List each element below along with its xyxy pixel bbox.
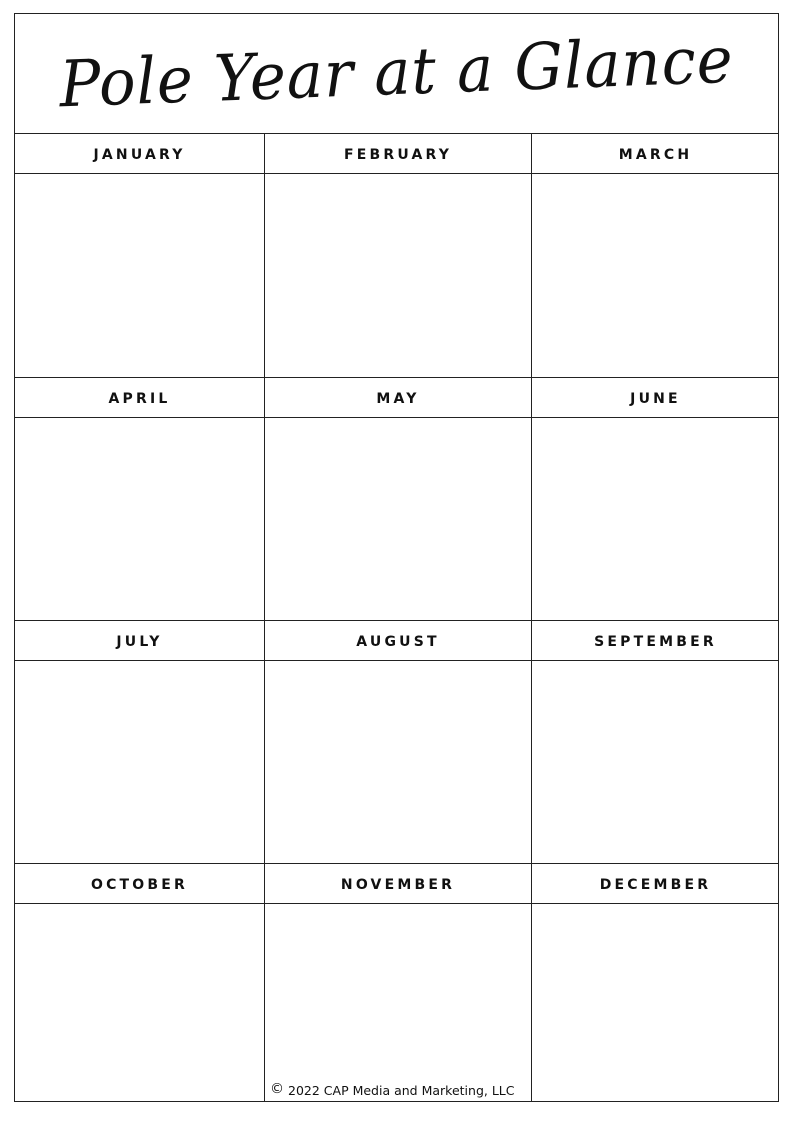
month-cell-november	[264, 863, 531, 1101]
month-cell-october	[15, 863, 264, 1101]
month-label-july: JULY	[15, 621, 264, 661]
month-cell-february	[264, 134, 531, 377]
copyright-footer	[270, 1083, 514, 1099]
month-cell-may	[264, 377, 531, 620]
month-notes-january[interactable]	[15, 174, 264, 377]
month-label-august: AUGUST	[265, 621, 531, 661]
month-cell-april	[15, 377, 264, 620]
month-notes-may[interactable]	[265, 418, 531, 620]
month-notes-august[interactable]	[265, 661, 531, 863]
month-label-october: OCTOBER	[15, 864, 264, 904]
month-label-december: DECEMBER	[532, 864, 779, 904]
month-cell-august	[264, 620, 531, 863]
month-notes-march[interactable]	[532, 174, 779, 377]
month-notes-december[interactable]	[532, 904, 779, 1101]
month-notes-october[interactable]	[15, 904, 264, 1101]
month-label-may: MAY	[265, 378, 531, 418]
month-label-september: SEPTEMBER	[532, 621, 779, 661]
page-title: Pole Year at a Glance	[58, 23, 735, 123]
month-cell-september	[531, 620, 779, 863]
month-cell-july	[15, 620, 264, 863]
month-label-april: APRIL	[15, 378, 264, 418]
month-cell-january	[15, 134, 264, 377]
month-notes-february[interactable]	[265, 174, 531, 377]
month-label-january: JANUARY	[15, 134, 264, 174]
planner-sheet	[14, 13, 779, 1102]
month-notes-july[interactable]	[15, 661, 264, 863]
month-notes-june[interactable]	[532, 418, 779, 620]
month-label-november: NOVEMBER	[265, 864, 531, 904]
month-cell-december	[531, 863, 779, 1101]
copyright-icon: ©	[270, 1081, 284, 1097]
month-notes-april[interactable]	[15, 418, 264, 620]
month-label-june: JUNE	[532, 378, 779, 418]
month-label-march: MARCH	[532, 134, 779, 174]
month-cell-june	[531, 377, 779, 620]
month-cell-march	[531, 134, 779, 377]
month-grid	[15, 134, 778, 1101]
month-notes-november[interactable]	[265, 904, 531, 1101]
title-band	[15, 14, 778, 134]
month-notes-september[interactable]	[532, 661, 779, 863]
copyright-text: 2022 CAP Media and Marketing, LLC	[288, 1083, 515, 1098]
month-label-february: FEBRUARY	[265, 134, 531, 174]
